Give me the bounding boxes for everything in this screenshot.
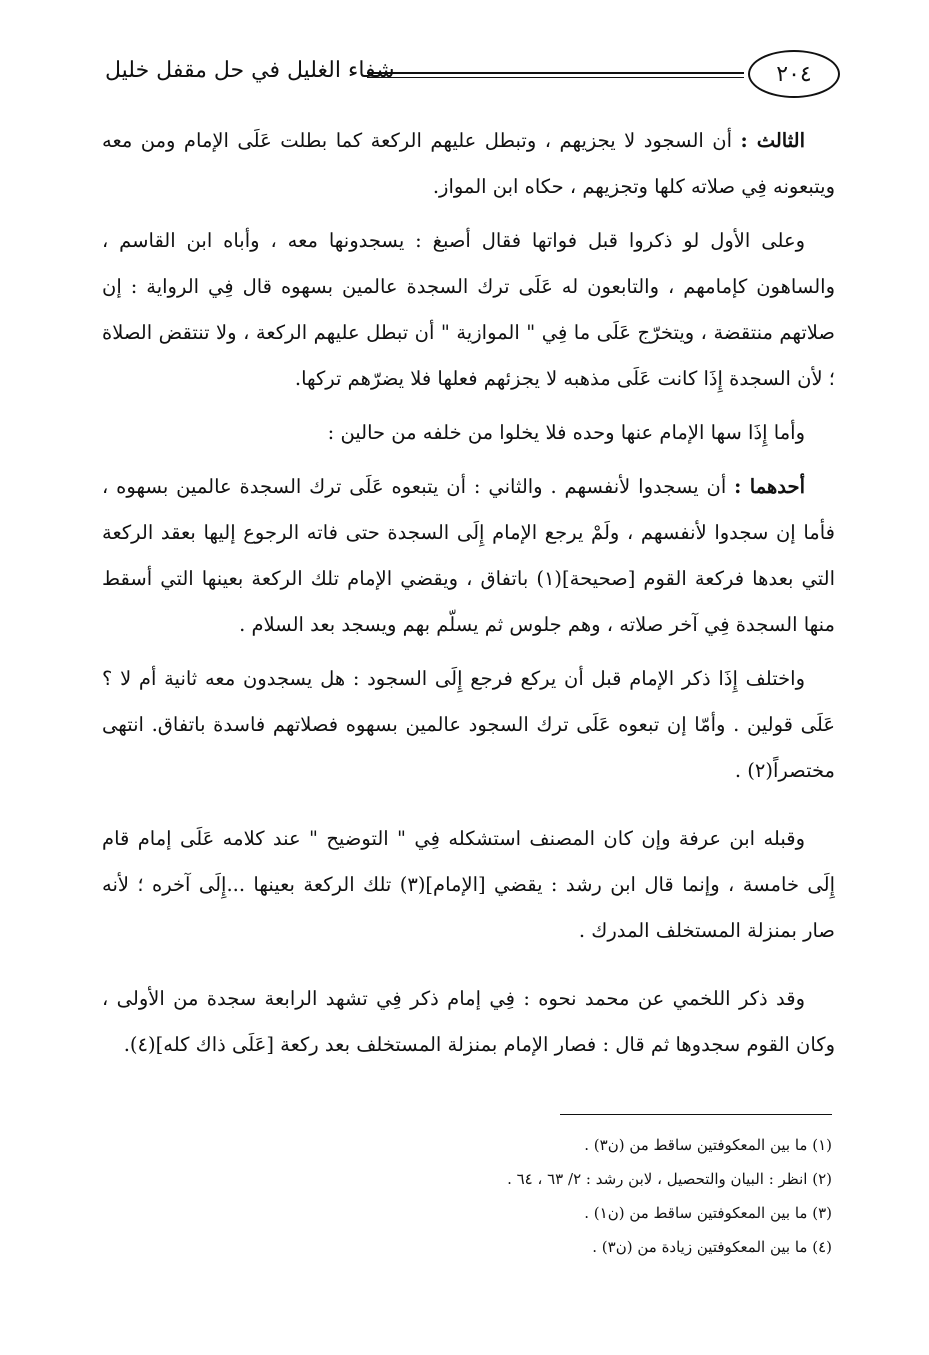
- paragraph-text: أن يسجدوا لأنفسهم . والثاني : أن يتبعوه عَلَى ترك السجدة عالمين بسهوه ، فأما إن سجدوا لأنفسهم ، ولَمْ يرجع الإمام إِلَى السجدة حتى فاته الرجوع إليها بعقد الركعة التي بعدها فركعة القوم [صحيحة](١) باتفاق ، ويقضي الإمام تلك الركعة بعينها التي أسقط منها السجدة فِي آخر صلاته ، وهم جلوس ثم يسلّم بهم ويسجد بعد السلام .: [102, 475, 836, 636]
- paragraph-lead: أحدهما :: [734, 475, 806, 498]
- page-number: ٢٠٤: [776, 61, 812, 87]
- header-rule-thin: [367, 77, 744, 78]
- footnote-1: (١) ما بين المعكوفتين ساقط من (ن٣) .: [584, 1136, 832, 1154]
- paragraph-text: وأما إِذَا سها الإمام عنها وحده فلا يخلوا من خلفه من حالين :: [327, 421, 805, 444]
- paragraph-3: [102, 410, 835, 456]
- paragraph-lead: الثالث :: [740, 129, 805, 152]
- footnote-4: (٤) ما بين المعكوفتين زيادة من (ن٣) .: [592, 1238, 832, 1256]
- page-number-badge: [748, 50, 840, 98]
- footnote-3: (٣) ما بين المعكوفتين ساقط من (ن١) .: [584, 1204, 832, 1222]
- paragraph-text: وعلى الأول لو ذكروا قبل فواتها فقال أصبغ : يسجدونها معه ، وأباه ابن القاسم ، والساهون كإمامهم ، والتابعون له عَلَى ترك السجدة عالمين بسهوه قال فِي الرواية : إن صلاتهم منتقضة ، ويتخرّج عَلَى ما فِي " الموازية " أن تبطل عليهم الركعة ، ولا تنتقض الصلاة ؛ لأن السجدة إِذَا كانت عَلَى مذهبه لا يجزئهم فعلها فلا يضرّهم تركها.: [102, 229, 835, 390]
- footnote-2: (٢) انظر : البيان والتحصيل ، لابن رشد : ٢/ ٦٣ ، ٦٤ .: [507, 1170, 832, 1188]
- paragraph-text: وقد ذكر اللخمي عن محمد نحوه : فِي إمام ذكر فِي تشهد الرابعة سجدة من الأولى ، وكان القوم سجدوها ثم قال : فصار الإمام بمنزلة المستخلف بعد ركعة [عَلَى ذاك كله](٤).: [102, 987, 835, 1056]
- paragraph-text: أن السجود لا يجزيهم ، وتبطل عليهم الركعة كما بطلت عَلَى الإمام ومن معه ويتبعونه فِي صلاته كلها وتجزيهم ، حكاه ابن المواز.: [102, 129, 835, 198]
- page-header: [105, 50, 840, 104]
- paragraph-text: واختلف إِذَا ذكر الإمام قبل أن يركع فرجع إِلَى السجود : هل يسجدون معه ثانية أم لا ؟ عَلَى قولين . وأمّا إن تبعوه عَلَى ترك السجود عالمين بسهوه فصلاتهم فاسدة باتفاق. انتهى مختصراً(٢) .: [102, 667, 835, 782]
- paragraph-5: [102, 656, 835, 794]
- footnotes: [380, 1128, 832, 1264]
- main-text: [102, 118, 835, 1068]
- paragraph-7: [102, 976, 835, 1068]
- running-title: شفاء الغليل في حل مقفل خليل: [105, 58, 395, 83]
- footnote-separator: [560, 1114, 832, 1115]
- paragraph-text: وقبله ابن عرفة وإن كان المصنف استشكله فِي " التوضيح " عند كلامه عَلَى إمام قام إِلَى خامسة ، وإنما قال ابن رشد : يقضي [الإمام](٣) تلك الركعة بعينها ...إِلَى آخره ؛ لأنه صار بمنزلة المستخلف المدرك .: [102, 827, 836, 942]
- paragraph-2: [102, 218, 835, 402]
- paragraph-4: [102, 464, 835, 648]
- paragraph-6: [102, 816, 835, 954]
- header-rule: [367, 72, 744, 74]
- paragraph-1: [102, 118, 835, 210]
